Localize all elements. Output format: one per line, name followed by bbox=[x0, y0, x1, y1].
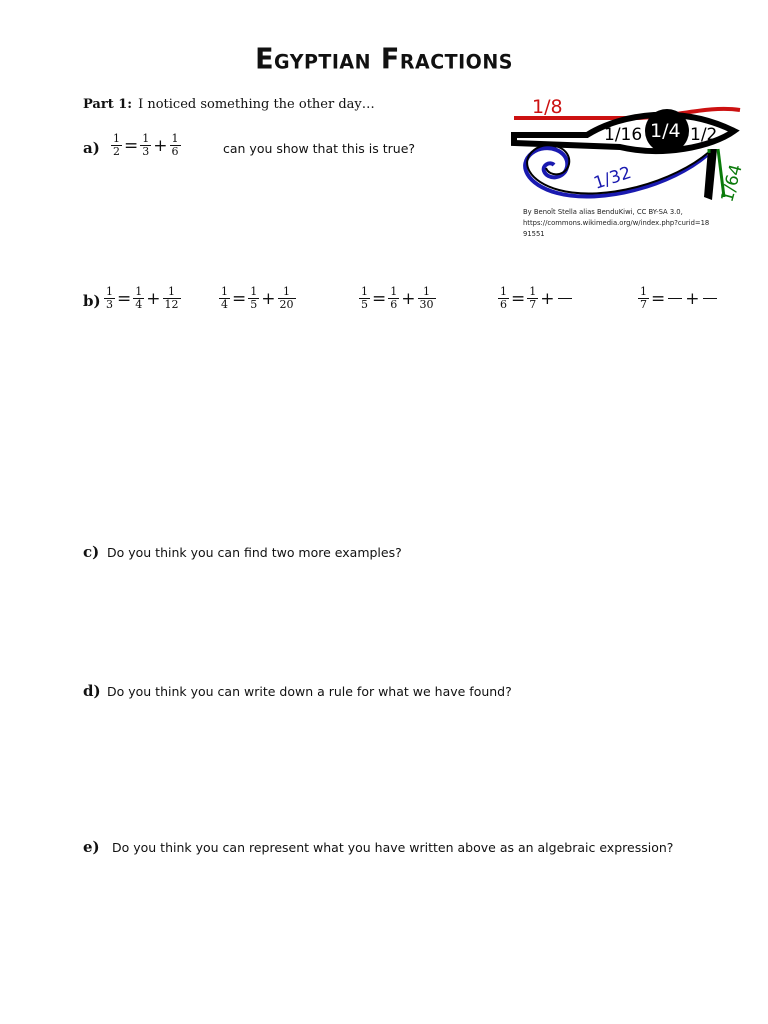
eye-of-horus-image bbox=[512, 85, 747, 248]
label-one-thirty-second: 1/32 bbox=[591, 162, 634, 194]
page-title: Egyptian Fractions bbox=[255, 43, 513, 76]
question-d-text: Do you think you can write down a rule for what we have found? bbox=[107, 684, 512, 699]
image-credit: By Benoît Stella alias BenduKiwi, CC BY-SA 3.0, https://commons.wikimedia.org/w/index.php?curid=18 91551 bbox=[512, 207, 742, 248]
answer-blank bbox=[668, 298, 682, 299]
label-one-sixty-fourth: 1/64 bbox=[717, 162, 747, 205]
fraction: $\frac{1}{2}$ bbox=[113, 132, 120, 158]
question-d-label: d) bbox=[83, 682, 101, 700]
question-c-text: Do you think you can find two more examples? bbox=[107, 545, 402, 560]
part-intro-text: I noticed something the other day… bbox=[138, 97, 375, 112]
label-one-eighth: 1/8 bbox=[532, 96, 563, 118]
label-one-quarter: 1/4 bbox=[650, 120, 681, 142]
question-b-label: b) bbox=[83, 292, 101, 310]
question-b-equation-4: $\frac{1}{6}$ = $\frac{1}{7}$ + bbox=[497, 286, 574, 311]
question-c-label: c) bbox=[83, 543, 100, 561]
part-label: Part 1: bbox=[83, 97, 133, 112]
question-e-text: Do you think you can represent what you have written above as an algebraic expression? bbox=[112, 840, 674, 855]
question-a-equation: $\frac{1}{2}$ = $\frac{1}{3}$ + $\frac{1}{6}$ bbox=[113, 132, 179, 158]
question-b-equation-2: $\frac{1}{4}$ = $\frac{1}{5}$ + $\frac{1}{20}$ bbox=[221, 285, 294, 311]
question-a-text: can you show that this is true? bbox=[223, 141, 416, 156]
fraction: $\frac{1}{3}$ bbox=[142, 132, 150, 158]
question-b-equation-5: $\frac{1}{7}$ = + bbox=[637, 286, 719, 311]
part-heading bbox=[83, 97, 375, 112]
answer-blank bbox=[703, 298, 717, 299]
answer-blank bbox=[558, 298, 572, 299]
question-a-label: a) bbox=[83, 139, 100, 157]
question-b-equation-3: $\frac{1}{5}$ = $\frac{1}{6}$ + $\frac{1}{30}$ bbox=[361, 285, 434, 311]
question-b-equation-1: $\frac{1}{3}$ = $\frac{1}{4}$ + $\frac{1}{12}$ bbox=[106, 285, 179, 311]
label-one-half: 1/2 bbox=[690, 125, 718, 145]
eye-of-horus-icon bbox=[512, 85, 747, 207]
label-one-sixteenth: 1/16 bbox=[604, 125, 643, 145]
fraction: $\frac{1}{6}$ bbox=[171, 132, 179, 158]
question-e-label: e) bbox=[83, 838, 100, 856]
